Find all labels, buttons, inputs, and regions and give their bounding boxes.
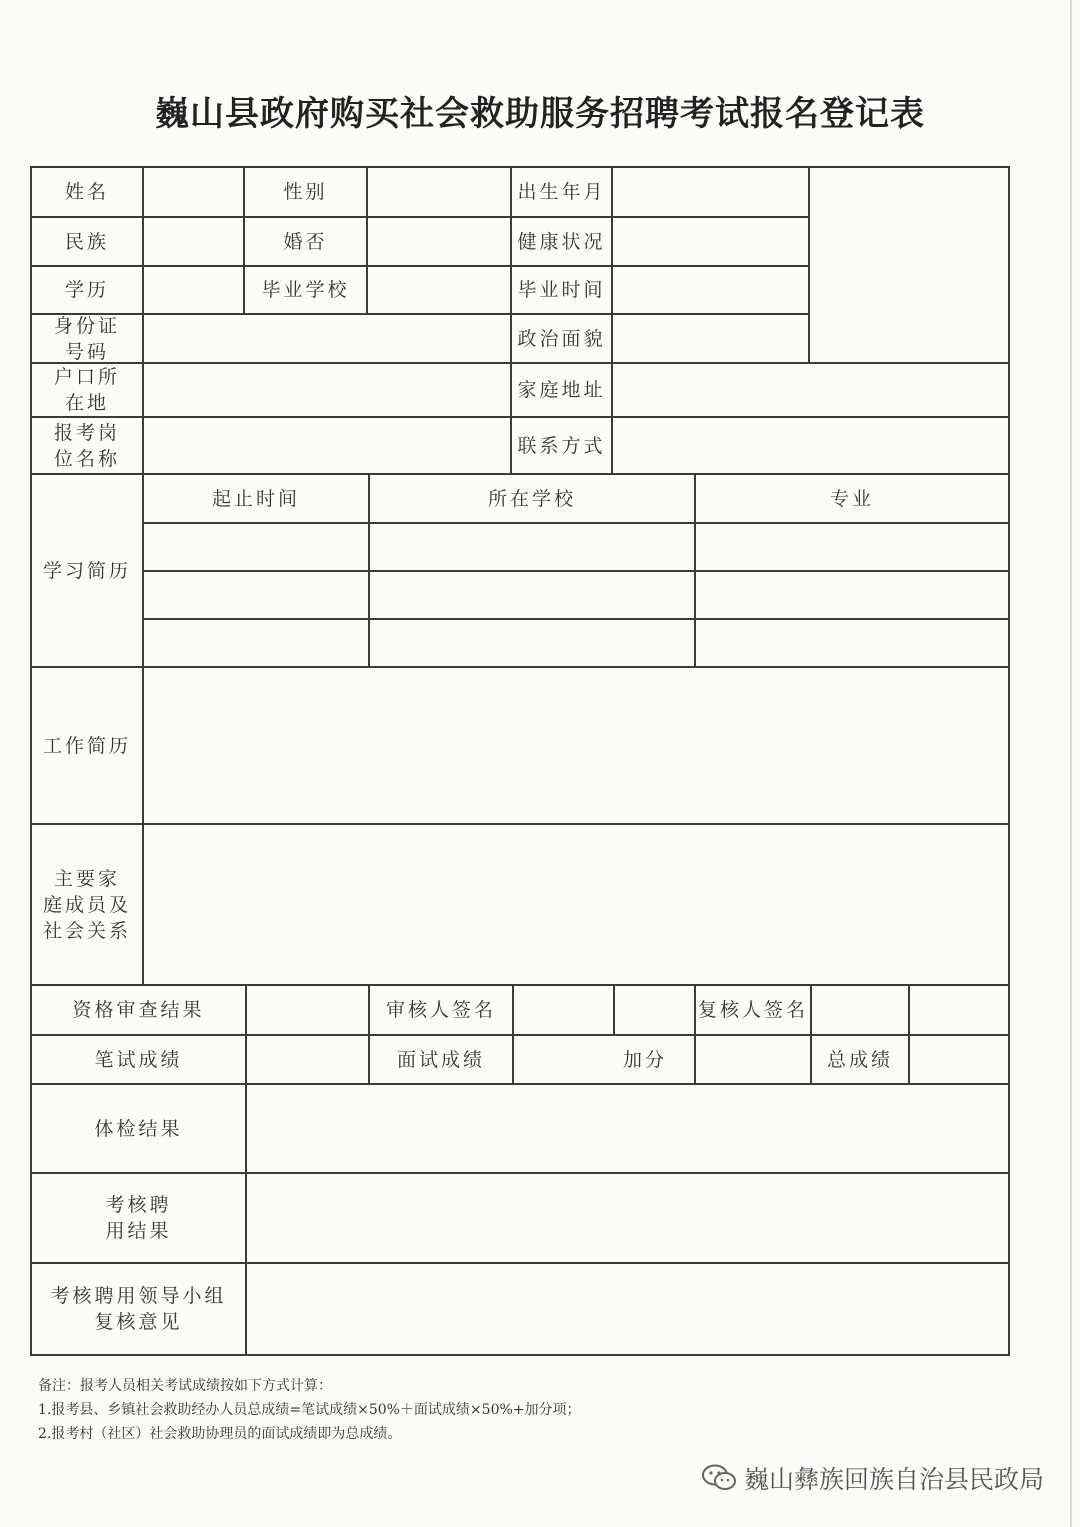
border-right <box>1008 166 1010 1356</box>
note-heading: 备注：报考人员相关考试成绩按如下方式计算： <box>38 1378 332 1394</box>
label-leader-opinion: 考核聘用领导小组 复核意见 <box>50 1285 227 1333</box>
label-study-history: 学习简历 <box>42 559 131 582</box>
label-qualification: 资格审查结果 <box>72 999 205 1021</box>
label-reviewer: 审核人签名 <box>385 999 496 1021</box>
id-number-input[interactable] <box>144 315 510 362</box>
study-header-period: 起止时间 <box>211 487 300 510</box>
interview-score-input[interactable] <box>514 1036 594 1083</box>
label-ethnicity: 民族 <box>64 230 109 253</box>
label-physical: 体检结果 <box>94 1117 183 1140</box>
label-health: 健康状况 <box>517 230 606 253</box>
label-political: 政治面貌 <box>517 327 606 350</box>
study-row-3[interactable] <box>144 620 1008 666</box>
note-item-1: 1.报考县、乡镇社会救助经办人员总成绩=笔试成绩×50%＋面试成绩×50%+加分项； <box>38 1402 581 1418</box>
label-total-score: 总成绩 <box>826 1048 893 1071</box>
label-rechecker: 复核人签名 <box>697 999 808 1021</box>
watermark <box>700 1460 1044 1496</box>
label-hire-result: 考核聘 用结果 <box>105 1194 172 1242</box>
hukou-input[interactable] <box>144 364 510 416</box>
label-bonus: 加分 <box>622 1048 667 1071</box>
study-header-school: 所在学校 <box>487 487 576 510</box>
photo-box[interactable] <box>810 168 1008 362</box>
gender-input[interactable] <box>368 168 510 216</box>
border-bottom <box>30 1354 1010 1356</box>
political-input[interactable] <box>613 315 808 362</box>
physical-input[interactable] <box>247 1085 1008 1172</box>
label-birth: 出生年月 <box>517 181 606 203</box>
registration-form <box>30 166 1010 1358</box>
watermark-text: 巍山彝族回族自治县民政局 <box>743 1465 1044 1494</box>
label-name: 姓名 <box>64 181 109 203</box>
note-item-2: 2.报考村（社区）社会救助协理员的面试成绩即为总成绩。 <box>38 1426 402 1442</box>
label-address: 家庭地址 <box>517 379 606 401</box>
leader-opinion-input[interactable] <box>247 1264 1008 1354</box>
label-written-score: 笔试成绩 <box>94 1048 183 1071</box>
total-score-input[interactable] <box>910 1036 1008 1083</box>
label-marital: 婚否 <box>283 230 328 253</box>
reviewer-signature[interactable] <box>514 986 694 1034</box>
hire-result-input[interactable] <box>247 1174 1008 1262</box>
marital-input[interactable] <box>368 218 510 265</box>
family-input[interactable] <box>144 825 1008 984</box>
bonus-input[interactable] <box>696 1036 810 1083</box>
study-header-major: 专业 <box>829 487 874 510</box>
grad-time-input[interactable] <box>613 267 808 313</box>
name-input[interactable] <box>144 168 243 216</box>
school-input[interactable] <box>368 267 510 313</box>
scan-edge-line <box>1070 0 1072 1527</box>
form-title: 巍山县政府购买社会救助服务招聘考试报名登记表 <box>155 94 925 134</box>
written-score-input[interactable] <box>247 1036 368 1083</box>
label-contact: 联系方式 <box>517 434 606 457</box>
ethnicity-input[interactable] <box>144 218 243 265</box>
contact-input[interactable] <box>613 418 1008 473</box>
label-work-history: 工作简历 <box>42 734 131 757</box>
work-history-input[interactable] <box>144 668 1008 823</box>
label-position: 报考岗 位名称 <box>53 421 120 470</box>
label-family: 主要家 庭成员及 社会关系 <box>42 867 131 942</box>
notes <box>38 1374 581 1446</box>
wechat-icon <box>700 1463 738 1493</box>
address-input[interactable] <box>613 364 1008 416</box>
label-grad-time: 毕业时间 <box>517 279 606 301</box>
study-row-2[interactable] <box>144 572 1008 618</box>
label-hukou: 户口所 在地 <box>53 366 120 414</box>
label-education: 学历 <box>64 279 109 301</box>
label-gender: 性别 <box>283 181 328 203</box>
qualification-input[interactable] <box>247 986 368 1034</box>
study-row-1[interactable] <box>144 524 1008 570</box>
health-input[interactable] <box>613 218 808 265</box>
label-interview-score: 面试成绩 <box>396 1048 485 1071</box>
birth-input[interactable] <box>613 168 808 216</box>
position-input[interactable] <box>144 418 510 473</box>
label-school: 毕业学校 <box>261 279 350 301</box>
education-input[interactable] <box>144 267 243 313</box>
label-id-number: 身份证 号码 <box>53 314 120 363</box>
rechecker-signature[interactable] <box>812 986 1008 1034</box>
